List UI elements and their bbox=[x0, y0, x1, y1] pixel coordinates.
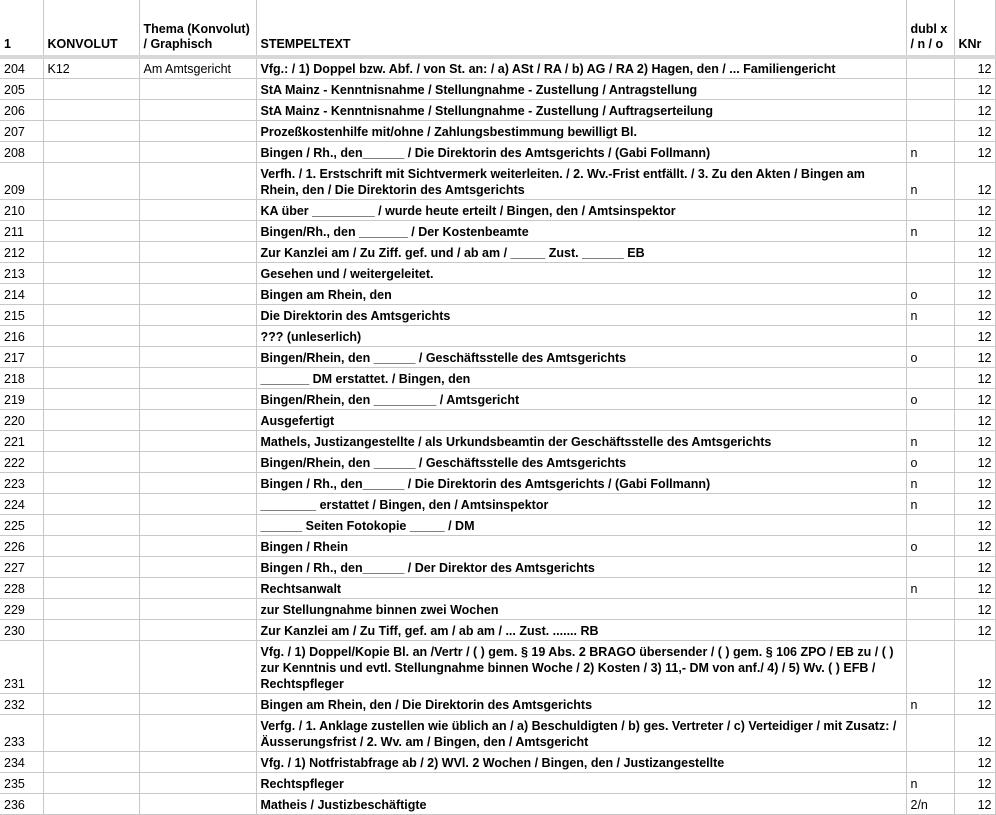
cell-knr[interactable]: 12 bbox=[954, 535, 995, 556]
cell-knr[interactable]: 12 bbox=[954, 430, 995, 451]
cell-knr[interactable]: 12 bbox=[954, 514, 995, 535]
cell-konvolut[interactable] bbox=[43, 262, 139, 283]
cell-knr[interactable]: 12 bbox=[954, 367, 995, 388]
table-row bbox=[0, 388, 995, 409]
cell-knr[interactable]: 12 bbox=[954, 409, 995, 430]
cell-dubl[interactable]: 2/n bbox=[906, 793, 954, 814]
table-row bbox=[0, 556, 995, 577]
table-row bbox=[0, 120, 995, 141]
cell-thema[interactable] bbox=[139, 283, 256, 304]
cell-knr[interactable]: 12 bbox=[954, 577, 995, 598]
cell-thema[interactable] bbox=[139, 556, 256, 577]
cell-konvolut[interactable] bbox=[43, 751, 139, 772]
cell-konvolut[interactable] bbox=[43, 367, 139, 388]
cell-konvolut[interactable] bbox=[43, 78, 139, 99]
cell-stempeltext[interactable]: _______ DM erstattet. / Bingen, den bbox=[256, 367, 906, 388]
cell-dubl[interactable] bbox=[906, 514, 954, 535]
cell-thema[interactable] bbox=[139, 751, 256, 772]
cell-knr[interactable]: 12 bbox=[954, 304, 995, 325]
cell-stempeltext[interactable]: Rechtsanwalt bbox=[256, 577, 906, 598]
cell-nr[interactable]: 213 bbox=[0, 262, 43, 283]
cell-stempeltext[interactable]: StA Mainz - Kenntnisnahme / Stellungnahme - Zustellung / Antragstellung bbox=[256, 78, 906, 99]
cell-stempeltext[interactable]: Mathels, Justizangestellte / als Urkundsbeamtin der Geschäftsstelle des Amtsgerichts bbox=[256, 430, 906, 451]
cell-stempeltext[interactable]: Ausgefertigt bbox=[256, 409, 906, 430]
table-row bbox=[0, 451, 995, 472]
cell-dubl[interactable]: n bbox=[906, 493, 954, 514]
table-row bbox=[0, 493, 995, 514]
cell-thema[interactable] bbox=[139, 120, 256, 141]
cell-knr[interactable]: 12 bbox=[954, 751, 995, 772]
cell-thema[interactable] bbox=[139, 388, 256, 409]
table-row bbox=[0, 472, 995, 493]
cell-konvolut[interactable] bbox=[43, 472, 139, 493]
cell-stempeltext[interactable]: Verfg. / 1. Anklage zustellen wie üblich an / a) Beschuldigten / b) ges. Vertreter / c) Verteidiger / mit Zusatz: / Äusserungsfrist / 2. Wv. am / Bingen, den / Amtsgericht bbox=[256, 714, 906, 751]
cell-stempeltext[interactable]: Bingen/Rhein, den ______ / Geschäftsstelle des Amtsgerichts bbox=[256, 346, 906, 367]
cell-knr[interactable]: 12 bbox=[954, 325, 995, 346]
cell-nr[interactable]: 225 bbox=[0, 514, 43, 535]
cell-dubl[interactable] bbox=[906, 367, 954, 388]
table-row bbox=[0, 640, 995, 693]
cell-dubl[interactable] bbox=[906, 714, 954, 751]
cell-konvolut[interactable] bbox=[43, 430, 139, 451]
cell-nr[interactable]: 220 bbox=[0, 409, 43, 430]
cell-thema[interactable] bbox=[139, 472, 256, 493]
cell-dubl[interactable]: o bbox=[906, 388, 954, 409]
table-row bbox=[0, 99, 995, 120]
cell-nr[interactable]: 226 bbox=[0, 535, 43, 556]
table-row bbox=[0, 772, 995, 793]
cell-nr[interactable]: 210 bbox=[0, 199, 43, 220]
cell-konvolut[interactable] bbox=[43, 493, 139, 514]
cell-dubl[interactable] bbox=[906, 556, 954, 577]
cell-dubl[interactable] bbox=[906, 262, 954, 283]
cell-stempeltext[interactable]: zur Stellungnahme binnen zwei Wochen bbox=[256, 598, 906, 619]
cell-nr[interactable]: 231 bbox=[0, 640, 43, 693]
cell-knr[interactable]: 12 bbox=[954, 556, 995, 577]
cell-thema[interactable] bbox=[139, 409, 256, 430]
table-row bbox=[0, 220, 995, 241]
header-row bbox=[0, 0, 995, 57]
cell-dubl[interactable]: o bbox=[906, 451, 954, 472]
cell-konvolut[interactable] bbox=[43, 772, 139, 793]
cell-konvolut[interactable] bbox=[43, 220, 139, 241]
cell-dubl[interactable]: n bbox=[906, 220, 954, 241]
cell-nr[interactable]: 217 bbox=[0, 346, 43, 367]
cell-stempeltext[interactable]: ______ Seiten Fotokopie _____ / DM bbox=[256, 514, 906, 535]
cell-knr[interactable]: 12 bbox=[954, 283, 995, 304]
cell-nr[interactable]: 204 bbox=[0, 57, 43, 78]
cell-thema[interactable] bbox=[139, 577, 256, 598]
header-nr[interactable]: 1 bbox=[0, 0, 43, 57]
cell-dubl[interactable]: o bbox=[906, 346, 954, 367]
cell-knr[interactable]: 12 bbox=[954, 262, 995, 283]
cell-konvolut[interactable] bbox=[43, 99, 139, 120]
cell-nr[interactable]: 205 bbox=[0, 78, 43, 99]
cell-nr[interactable]: 232 bbox=[0, 693, 43, 714]
cell-konvolut[interactable] bbox=[43, 577, 139, 598]
cell-thema[interactable] bbox=[139, 451, 256, 472]
cell-konvolut[interactable] bbox=[43, 598, 139, 619]
cell-nr[interactable]: 209 bbox=[0, 162, 43, 199]
cell-konvolut[interactable]: K12 bbox=[43, 57, 139, 78]
cell-dubl[interactable] bbox=[906, 99, 954, 120]
cell-konvolut[interactable] bbox=[43, 535, 139, 556]
table-row bbox=[0, 514, 995, 535]
cell-knr[interactable]: 12 bbox=[954, 693, 995, 714]
cell-thema[interactable] bbox=[139, 304, 256, 325]
header-stempeltext[interactable]: STEMPELTEXT bbox=[256, 0, 906, 57]
cell-thema[interactable] bbox=[139, 141, 256, 162]
cell-dubl[interactable] bbox=[906, 241, 954, 262]
cell-thema[interactable] bbox=[139, 367, 256, 388]
cell-thema[interactable] bbox=[139, 346, 256, 367]
cell-knr[interactable]: 12 bbox=[954, 619, 995, 640]
cell-stempeltext[interactable]: Rechtspfleger bbox=[256, 772, 906, 793]
table-row bbox=[0, 78, 995, 99]
cell-konvolut[interactable] bbox=[43, 199, 139, 220]
cell-stempeltext[interactable]: Verfh. / 1. Erstschrift mit Sichtvermerk weiterleiten. / 2. Wv.-Frist entfällt. / 3. Zu den Akten / Bingen am Rhein, den / Die Direktorin des Amtsgerichts bbox=[256, 162, 906, 199]
cell-nr[interactable]: 206 bbox=[0, 99, 43, 120]
cell-thema[interactable] bbox=[139, 493, 256, 514]
cell-thema[interactable] bbox=[139, 793, 256, 814]
cell-konvolut[interactable] bbox=[43, 409, 139, 430]
table-row bbox=[0, 304, 995, 325]
cell-dubl[interactable]: n bbox=[906, 430, 954, 451]
table-row bbox=[0, 793, 995, 814]
cell-knr[interactable]: 12 bbox=[954, 640, 995, 693]
cell-knr[interactable]: 12 bbox=[954, 598, 995, 619]
table-row bbox=[0, 577, 995, 598]
cell-knr[interactable]: 12 bbox=[954, 451, 995, 472]
cell-dubl[interactable]: n bbox=[906, 472, 954, 493]
cell-dubl[interactable] bbox=[906, 57, 954, 78]
cell-nr[interactable]: 211 bbox=[0, 220, 43, 241]
cell-knr[interactable]: 12 bbox=[954, 388, 995, 409]
cell-nr[interactable]: 222 bbox=[0, 451, 43, 472]
cell-dubl[interactable]: n bbox=[906, 141, 954, 162]
table-row bbox=[0, 262, 995, 283]
cell-thema[interactable] bbox=[139, 78, 256, 99]
cell-konvolut[interactable] bbox=[43, 241, 139, 262]
table-row bbox=[0, 283, 995, 304]
cell-thema[interactable] bbox=[139, 640, 256, 693]
cell-knr[interactable]: 12 bbox=[954, 493, 995, 514]
cell-thema[interactable] bbox=[139, 99, 256, 120]
cell-konvolut[interactable] bbox=[43, 388, 139, 409]
table-row bbox=[0, 367, 995, 388]
table-row bbox=[0, 199, 995, 220]
table-row bbox=[0, 751, 995, 772]
cell-knr[interactable]: 12 bbox=[954, 346, 995, 367]
table-row bbox=[0, 430, 995, 451]
cell-dubl[interactable]: n bbox=[906, 693, 954, 714]
cell-konvolut[interactable] bbox=[43, 304, 139, 325]
cell-stempeltext[interactable]: KA über _________ / wurde heute erteilt / Bingen, den / Amtsinspektor bbox=[256, 199, 906, 220]
cell-stempeltext[interactable]: Bingen / Rh., den______ / Die Direktorin des Amtsgerichts / (Gabi Follmann) bbox=[256, 141, 906, 162]
cell-nr[interactable]: 224 bbox=[0, 493, 43, 514]
cell-konvolut[interactable] bbox=[43, 793, 139, 814]
cell-thema[interactable]: Am Amtsgericht bbox=[139, 57, 256, 78]
cell-thema[interactable] bbox=[139, 199, 256, 220]
cell-thema[interactable] bbox=[139, 714, 256, 751]
cell-konvolut[interactable] bbox=[43, 714, 139, 751]
cell-stempeltext[interactable]: Zur Kanzlei am / Zu Tiff, gef. am / ab am / ... Zust. ....... RB bbox=[256, 619, 906, 640]
cell-stempeltext[interactable]: ________ erstattet / Bingen, den / Amtsinspektor bbox=[256, 493, 906, 514]
table-row bbox=[0, 241, 995, 262]
cell-knr[interactable]: 12 bbox=[954, 793, 995, 814]
cell-nr[interactable]: 219 bbox=[0, 388, 43, 409]
cell-knr[interactable]: 12 bbox=[954, 141, 995, 162]
cell-nr[interactable]: 235 bbox=[0, 772, 43, 793]
cell-dubl[interactable] bbox=[906, 751, 954, 772]
table-row bbox=[0, 325, 995, 346]
cell-knr[interactable]: 12 bbox=[954, 57, 995, 78]
cell-dubl[interactable]: n bbox=[906, 772, 954, 793]
cell-konvolut[interactable] bbox=[43, 556, 139, 577]
cell-nr[interactable]: 215 bbox=[0, 304, 43, 325]
cell-dubl[interactable]: n bbox=[906, 162, 954, 199]
cell-stempeltext[interactable]: Matheis / Justizbeschäftigte bbox=[256, 793, 906, 814]
cell-stempeltext[interactable]: Vfg.: / 1) Doppel bzw. Abf. / von St. an: / a) ASt / RA / b) AG / RA 2) Hagen, den / ... Familiengericht bbox=[256, 57, 906, 78]
table-row bbox=[0, 535, 995, 556]
cell-thema[interactable] bbox=[139, 693, 256, 714]
cell-knr[interactable]: 12 bbox=[954, 772, 995, 793]
cell-dubl[interactable]: n bbox=[906, 577, 954, 598]
cell-konvolut[interactable] bbox=[43, 514, 139, 535]
cell-stempeltext[interactable]: Vfg. / 1) Notfristabfrage ab / 2) WVl. 2 Wochen / Bingen, den / Justizangestellte bbox=[256, 751, 906, 772]
cell-konvolut[interactable] bbox=[43, 693, 139, 714]
table-row bbox=[0, 598, 995, 619]
cell-konvolut[interactable] bbox=[43, 162, 139, 199]
cell-stempeltext[interactable]: Gesehen und / weitergeleitet. bbox=[256, 262, 906, 283]
cell-stempeltext[interactable]: Bingen/Rhein, den ______ / Geschäftsstelle des Amtsgerichts bbox=[256, 451, 906, 472]
cell-stempeltext[interactable]: Bingen / Rh., den______ / Der Direktor des Amtsgerichts bbox=[256, 556, 906, 577]
cell-konvolut[interactable] bbox=[43, 120, 139, 141]
cell-nr[interactable]: 229 bbox=[0, 598, 43, 619]
cell-knr[interactable]: 12 bbox=[954, 220, 995, 241]
cell-nr[interactable]: 208 bbox=[0, 141, 43, 162]
header-knr[interactable]: KNr bbox=[954, 0, 995, 57]
cell-knr[interactable]: 12 bbox=[954, 162, 995, 199]
table-row bbox=[0, 346, 995, 367]
cell-stempeltext[interactable]: Bingen/Rh., den _______ / Der Kostenbeamte bbox=[256, 220, 906, 241]
cell-dubl[interactable] bbox=[906, 199, 954, 220]
cell-knr[interactable]: 12 bbox=[954, 78, 995, 99]
cell-knr[interactable]: 12 bbox=[954, 120, 995, 141]
cell-thema[interactable] bbox=[139, 162, 256, 199]
cell-dubl[interactable] bbox=[906, 640, 954, 693]
cell-nr[interactable]: 218 bbox=[0, 367, 43, 388]
cell-stempeltext[interactable]: Zur Kanzlei am / Zu Ziff. gef. und / ab am / _____ Zust. ______ EB bbox=[256, 241, 906, 262]
cell-konvolut[interactable] bbox=[43, 451, 139, 472]
header-thema[interactable]: Thema (Konvolut) / Graphisch bbox=[139, 0, 256, 57]
cell-dubl[interactable]: n bbox=[906, 304, 954, 325]
cell-dubl[interactable] bbox=[906, 120, 954, 141]
table-row bbox=[0, 57, 995, 78]
table-row bbox=[0, 619, 995, 640]
cell-knr[interactable]: 12 bbox=[954, 472, 995, 493]
cell-dubl[interactable] bbox=[906, 619, 954, 640]
cell-stempeltext[interactable]: Bingen / Rhein bbox=[256, 535, 906, 556]
cell-thema[interactable] bbox=[139, 262, 256, 283]
cell-stempeltext[interactable]: Prozeßkostenhilfe mit/ohne / Zahlungsbestimmung bewilligt Bl. bbox=[256, 120, 906, 141]
cell-thema[interactable] bbox=[139, 619, 256, 640]
cell-dubl[interactable] bbox=[906, 409, 954, 430]
cell-thema[interactable] bbox=[139, 772, 256, 793]
cell-thema[interactable] bbox=[139, 598, 256, 619]
cell-dubl[interactable]: o bbox=[906, 283, 954, 304]
cell-nr[interactable]: 207 bbox=[0, 120, 43, 141]
table-row bbox=[0, 693, 995, 714]
cell-stempeltext[interactable]: Vfg. / 1) Doppel/Kopie Bl. an /Vertr / ( ) gem. § 19 Abs. 2 BRAGO übersender / ( ) gem. § 106 ZPO / EB zu / ( ) zur Kenntnis und evtl. Stellungnahme binnen Woche / 2) Kosten / 3) 11,- DM von anf./ 4) / 5) Wv. ( ) EFB / Rechtspfleger bbox=[256, 640, 906, 693]
cell-thema[interactable] bbox=[139, 535, 256, 556]
header-dubl[interactable]: dubl x / n / o bbox=[906, 0, 954, 57]
cell-nr[interactable]: 234 bbox=[0, 751, 43, 772]
table-row bbox=[0, 141, 995, 162]
cell-dubl[interactable]: o bbox=[906, 535, 954, 556]
cell-stempeltext[interactable]: ??? (unleserlich) bbox=[256, 325, 906, 346]
cell-konvolut[interactable] bbox=[43, 283, 139, 304]
cell-knr[interactable]: 12 bbox=[954, 199, 995, 220]
cell-thema[interactable] bbox=[139, 514, 256, 535]
cell-thema[interactable] bbox=[139, 325, 256, 346]
cell-dubl[interactable] bbox=[906, 598, 954, 619]
cell-knr[interactable]: 12 bbox=[954, 714, 995, 751]
cell-stempeltext[interactable]: Bingen/Rhein, den _________ / Amtsgericht bbox=[256, 388, 906, 409]
cell-nr[interactable]: 236 bbox=[0, 793, 43, 814]
cell-thema[interactable] bbox=[139, 241, 256, 262]
cell-konvolut[interactable] bbox=[43, 640, 139, 693]
cell-stempeltext[interactable]: Die Direktorin des Amtsgerichts bbox=[256, 304, 906, 325]
cell-thema[interactable] bbox=[139, 430, 256, 451]
cell-nr[interactable]: 221 bbox=[0, 430, 43, 451]
cell-stempeltext[interactable]: Bingen am Rhein, den bbox=[256, 283, 906, 304]
cell-stempeltext[interactable]: StA Mainz - Kenntnisnahme / Stellungnahme - Zustellung / Auftragserteilung bbox=[256, 99, 906, 120]
cell-nr[interactable]: 223 bbox=[0, 472, 43, 493]
cell-nr[interactable]: 216 bbox=[0, 325, 43, 346]
cell-nr[interactable]: 227 bbox=[0, 556, 43, 577]
table-row bbox=[0, 714, 995, 751]
cell-konvolut[interactable] bbox=[43, 141, 139, 162]
cell-konvolut[interactable] bbox=[43, 325, 139, 346]
cell-stempeltext[interactable]: Bingen am Rhein, den / Die Direktorin des Amtsgerichts bbox=[256, 693, 906, 714]
header-konvolut[interactable]: KONVOLUT bbox=[43, 0, 139, 57]
cell-knr[interactable]: 12 bbox=[954, 99, 995, 120]
cell-nr[interactable]: 212 bbox=[0, 241, 43, 262]
cell-konvolut[interactable] bbox=[43, 346, 139, 367]
cell-knr[interactable]: 12 bbox=[954, 241, 995, 262]
cell-konvolut[interactable] bbox=[43, 619, 139, 640]
table-row bbox=[0, 162, 995, 199]
cell-thema[interactable] bbox=[139, 220, 256, 241]
cell-nr[interactable]: 214 bbox=[0, 283, 43, 304]
cell-nr[interactable]: 228 bbox=[0, 577, 43, 598]
table-row bbox=[0, 409, 995, 430]
cell-nr[interactable]: 230 bbox=[0, 619, 43, 640]
cell-dubl[interactable] bbox=[906, 325, 954, 346]
cell-stempeltext[interactable]: Bingen / Rh., den______ / Die Direktorin des Amtsgerichts / (Gabi Follmann) bbox=[256, 472, 906, 493]
cell-nr[interactable]: 233 bbox=[0, 714, 43, 751]
cell-dubl[interactable] bbox=[906, 78, 954, 99]
